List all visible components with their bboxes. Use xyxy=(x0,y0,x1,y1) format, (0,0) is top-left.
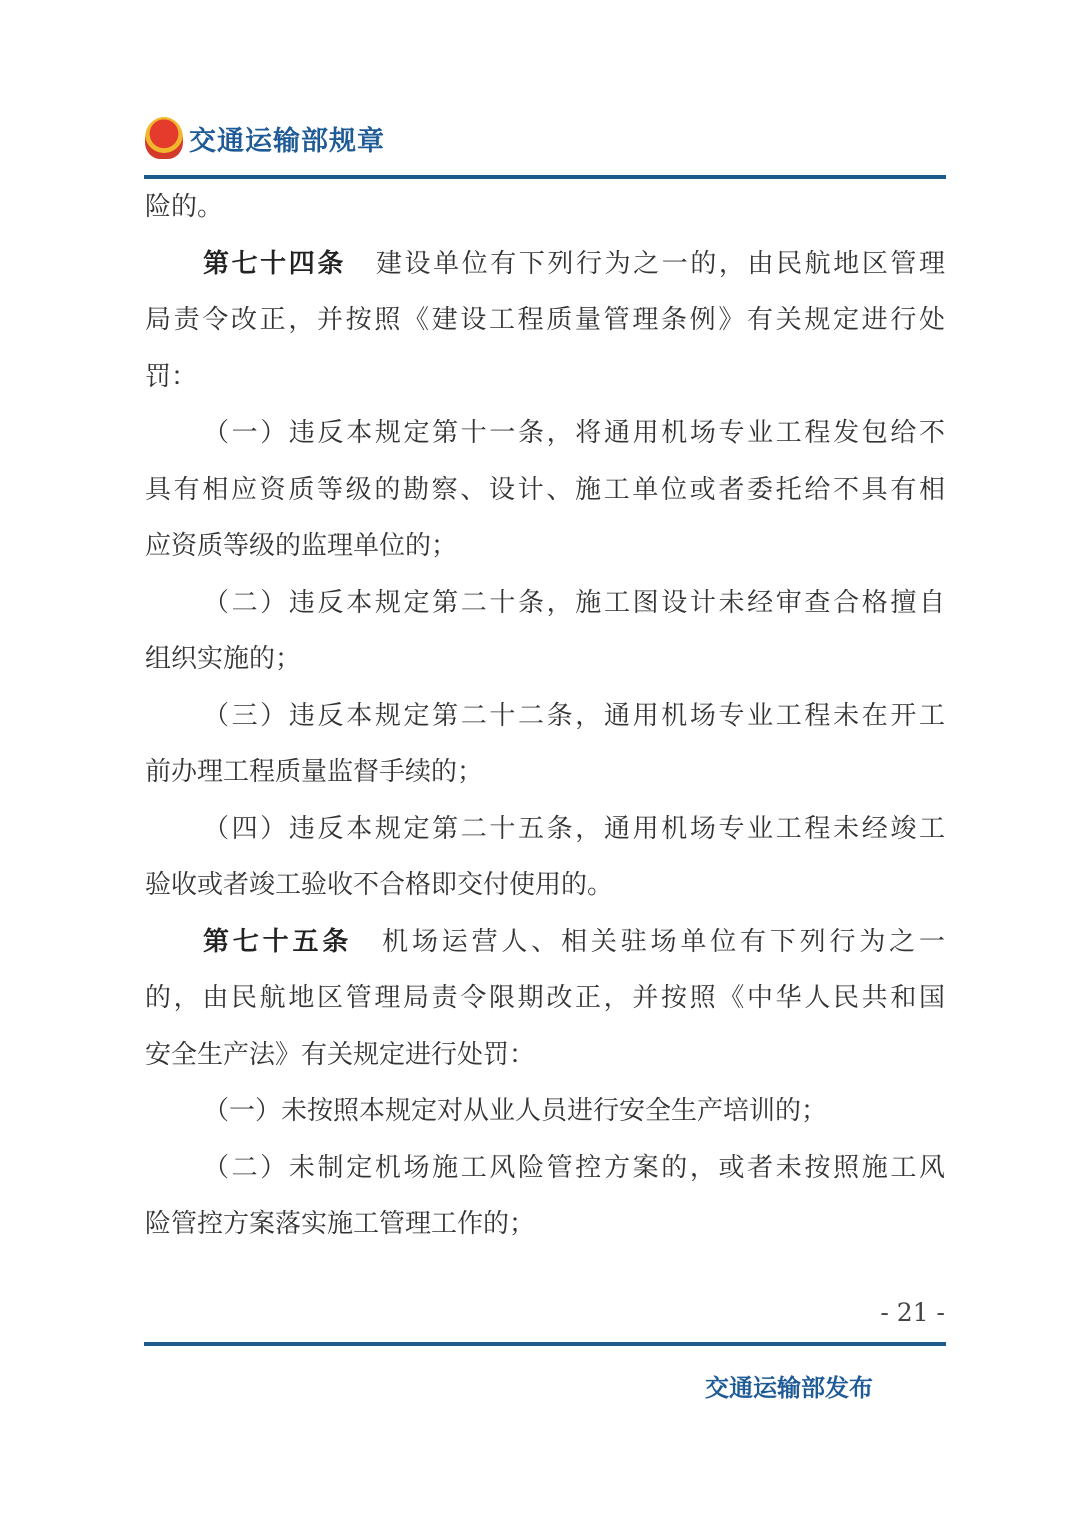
article-heading-line xyxy=(145,914,945,971)
text-line: 前办理工程质量监督手续的； xyxy=(145,757,484,787)
text-line: 罚： xyxy=(145,361,198,392)
text-line: 险的。 xyxy=(145,192,224,222)
publisher: 交通运输部发布 xyxy=(705,1374,873,1402)
page-number: - 21 - xyxy=(880,1298,945,1327)
document-body xyxy=(145,179,945,1253)
text-line: （一）违反本规定第十一条，将通用机场专业工程发包给不 xyxy=(203,418,945,448)
text-line: 具有相应资质等级的勘察、设计、施工单位或者委托给不具有相 xyxy=(145,474,945,505)
header xyxy=(145,117,385,159)
article-number: 第七十四条 xyxy=(203,248,346,279)
text-line: 验收或者竣工验收不合格即交付使用的。 xyxy=(145,870,614,900)
article-heading-line xyxy=(145,236,945,293)
text-line: （二）违反本规定第二十条，施工图设计未经审查合格擅自 xyxy=(203,587,945,618)
national-emblem-icon xyxy=(145,117,183,159)
text-line: 安全生产法》有关规定进行处罚： xyxy=(145,1039,536,1070)
text-line: 局责令改正，并按照《建设工程质量管理条例》有关规定进行处 xyxy=(145,305,945,335)
text-line: （三）违反本规定第二十二条，通用机场专业工程未在开工 xyxy=(203,700,945,731)
text-line: （四）违反本规定第二十五条，通用机场专业工程未经竣工 xyxy=(203,813,945,844)
text-line: 机场运营人、相关驻场单位有下列行为之一 xyxy=(382,926,945,957)
text-line: 的，由民航地区管理局责令限期改正，并按照《中华人民共和国 xyxy=(145,983,945,1013)
text-line: 险管控方案落实施工管理工作的； xyxy=(145,1209,536,1239)
footer-divider xyxy=(144,1342,946,1346)
text-line: 应资质等级的监理单位的； xyxy=(145,531,458,561)
article-number: 第七十五条 xyxy=(203,926,353,957)
text-line: 建设单位有下列行为之一的，由民航地区管理 xyxy=(375,248,945,279)
header-title: 交通运输部规章 xyxy=(189,125,385,157)
text-line: 组织实施的； xyxy=(145,644,302,674)
text-line: （一）未按照本规定对从业人员进行安全生产培训的； xyxy=(203,1096,828,1126)
text-line: （二）未制定机场施工风险管控方案的，或者未按照施工风 xyxy=(203,1152,945,1183)
